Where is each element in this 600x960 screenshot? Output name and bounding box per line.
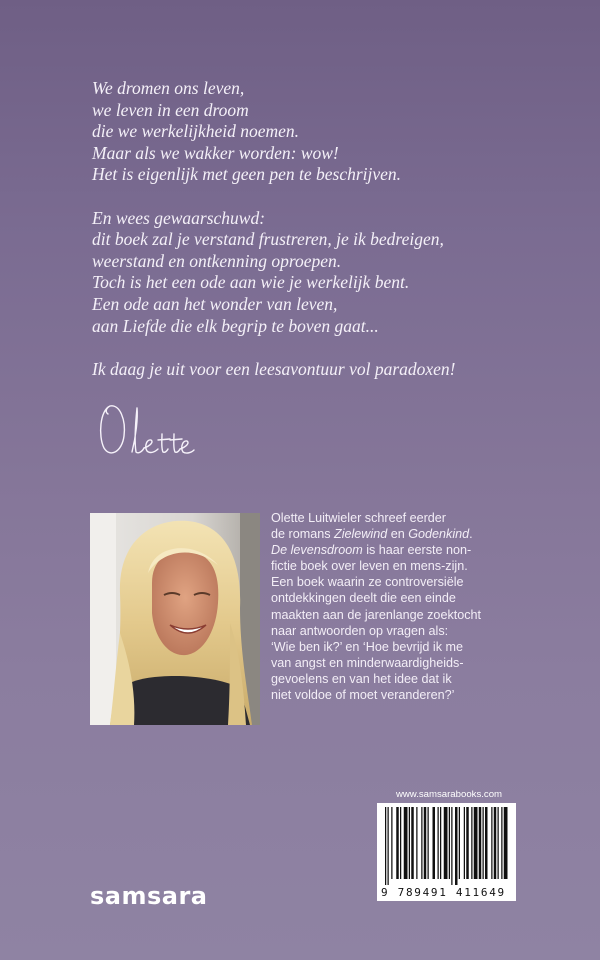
bio-line: Olette Luitwieler schreef eerder [271, 511, 446, 525]
bio-line: niet voldoe of moet veranderen?’ [271, 688, 455, 703]
author-photo [90, 513, 260, 725]
poem-line: dit boek zal je verstand frustreren, je ik bedreigen, [92, 229, 444, 250]
barcode-bar [498, 807, 499, 879]
barcode-bar [409, 807, 410, 879]
poem-line: aan Liefde die elk begrip te boven gaat... [92, 315, 379, 336]
back-cover-poem [92, 78, 552, 402]
author-bio [271, 510, 527, 703]
bio-line: maakten aan de jarenlange zoektocht [271, 607, 482, 622]
barcode-bar [391, 807, 392, 879]
poem-stanza-2 [92, 208, 552, 338]
barcode-bar [474, 807, 478, 879]
barcode-bar [440, 807, 441, 879]
book-title: Zielewind [334, 527, 388, 542]
publisher-website: www.samsarabooks.com [395, 789, 503, 800]
barcode-bar [485, 807, 488, 879]
poem-line: Een ode aan het wonder van leven, [92, 293, 338, 314]
publisher-logo: samsara [90, 882, 208, 910]
poem-line: we leven in een droom [92, 99, 249, 120]
bio-line: ‘Wie ben ik?’ en ‘Hoe bevrijd ik me [271, 639, 464, 654]
bio-line: de romans Zielewind en Godenkind. [271, 527, 473, 542]
poem-stanza-1 [92, 78, 552, 186]
barcode-bar [400, 807, 401, 879]
isbn-barcode [377, 803, 516, 901]
barcode-bar [483, 807, 484, 879]
bio-line: Een boek waarin ze controversiële [271, 575, 464, 590]
author-signature [96, 396, 236, 466]
barcode-bar [404, 807, 408, 879]
poem-line: Het is eigenlijk met geen pen te beschrijven. [92, 164, 402, 185]
barcode-bar [479, 807, 482, 879]
barcode-bar [421, 807, 422, 879]
poem-line: En wees gewaarschuwd: [92, 207, 266, 228]
barcode-bar [424, 807, 427, 879]
barcode-bar [464, 807, 465, 879]
barcode-bars [377, 803, 516, 885]
barcode-bar [491, 807, 492, 879]
bio-line: naar antwoorden op vragen als: [271, 623, 449, 638]
barcode-bar [411, 807, 414, 879]
poem-line: weerstand en ontkenning oproepen. [92, 250, 342, 271]
bio-line: ontdekkingen deelt die een einde [271, 591, 456, 606]
barcode-bar [444, 807, 448, 879]
barcode-bar [388, 807, 389, 885]
bio-line: gevoelens en van het idee dat ik [271, 671, 452, 686]
bio-line: fictie boek over leven en mens-zijn. [271, 559, 468, 574]
bio-line: van angst en minderwaardigheids- [271, 655, 464, 670]
barcode-bar [501, 807, 502, 879]
poem-stanza-3 [92, 359, 552, 381]
barcode-bar [385, 807, 386, 885]
isbn-number: 9 789491 411649 [381, 886, 506, 899]
barcode-bar [451, 807, 452, 885]
book-title: De levensdroom [271, 543, 363, 558]
poem-line: die we werkelijkheid noemen. [92, 121, 300, 142]
barcode-bar [494, 807, 497, 879]
barcode-bar [449, 807, 450, 879]
author-portrait-image [90, 513, 260, 725]
barcode-bar [433, 807, 436, 879]
signature-drawing [96, 396, 236, 466]
poem-line: Toch is het een ode aan wie je werkelijk bent. [92, 272, 410, 293]
poem-line: Maar als we wakker worden: wow! [92, 142, 339, 163]
barcode-bar [466, 807, 469, 879]
barcode-bar [455, 807, 458, 885]
barcode-bar [504, 807, 508, 879]
barcode-bar [396, 807, 399, 879]
bio-line: De levensdroom is haar eerste non- [271, 543, 472, 558]
poem-line: We dromen ons leven, [92, 78, 245, 98]
barcode-bar [416, 807, 417, 879]
barcode-bar [428, 807, 429, 879]
barcode-bar [438, 807, 439, 879]
book-title: Godenkind [408, 527, 470, 542]
barcode-bar [471, 807, 472, 879]
barcode-bar [459, 807, 460, 879]
poem-line: Ik daag je uit voor een leesavontuur vol paradoxen! [92, 358, 456, 379]
